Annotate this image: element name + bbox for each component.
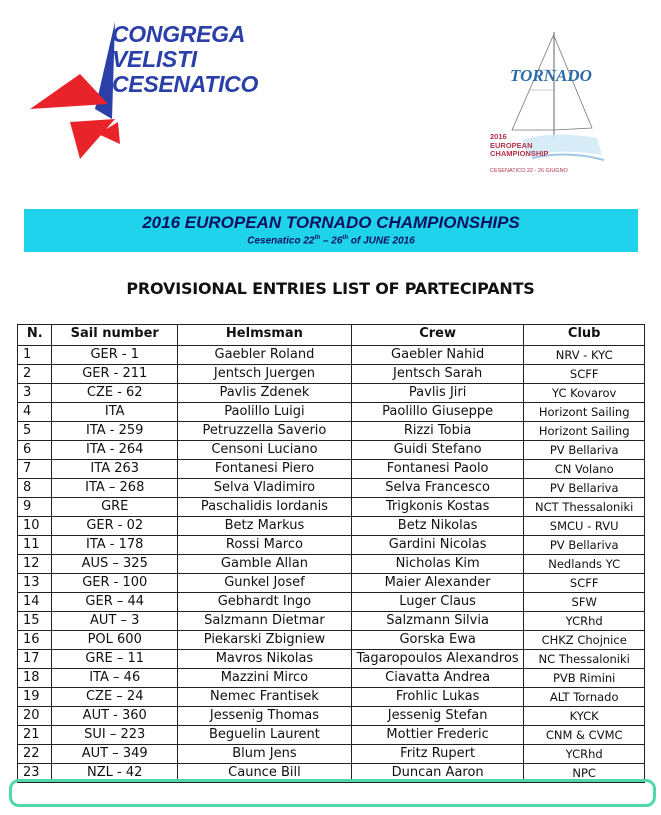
entry-number: 21 — [18, 726, 52, 745]
entry-number: 10 — [18, 517, 52, 536]
crew: Pavlis Jiri — [351, 384, 523, 403]
crew: Paolillo Giuseppe — [351, 403, 523, 422]
sail-number: GRE — [52, 498, 178, 517]
tornado-brand: TORNADO — [510, 66, 592, 85]
entries-table — [17, 324, 645, 783]
table-row — [18, 441, 645, 460]
crew: Frohlic Lukas — [351, 688, 523, 707]
table-row — [18, 365, 645, 384]
table-row — [18, 726, 645, 745]
entry-number: 6 — [18, 441, 52, 460]
helmsman: Gaebler Roland — [177, 346, 351, 365]
congrega-velisti-logo — [20, 14, 310, 174]
logo-line-3: CESENATICO — [112, 71, 259, 97]
crew: Rizzi Tobia — [351, 422, 523, 441]
table-row — [18, 574, 645, 593]
table-row — [18, 745, 645, 764]
club: NRV - KYC — [524, 346, 645, 365]
logo-place: CESENATICO 22 - 26 GIUGNO — [490, 168, 568, 174]
entry-number: 8 — [18, 479, 52, 498]
sail-number: ITA - 259 — [52, 422, 178, 441]
header-club: Club — [524, 325, 645, 346]
entry-number: 18 — [18, 669, 52, 688]
helmsman: Beguelin Laurent — [177, 726, 351, 745]
event-title: 2016 EUROPEAN TORNADO CHAMPIONSHIPS — [142, 213, 520, 232]
crew: Selva Francesco — [351, 479, 523, 498]
sail-number: ITA - 264 — [52, 441, 178, 460]
table-row — [18, 479, 645, 498]
sail-number: ITA — [52, 403, 178, 422]
club: CN Volano — [524, 460, 645, 479]
table-row — [18, 517, 645, 536]
entry-number: 22 — [18, 745, 52, 764]
helmsman: Mavros Nikolas — [177, 650, 351, 669]
entry-number: 5 — [18, 422, 52, 441]
sail-number: GER - 02 — [52, 517, 178, 536]
sail-number: GER - 211 — [52, 365, 178, 384]
table-row — [18, 460, 645, 479]
club: SCFF — [524, 574, 645, 593]
helmsman: Gamble Allan — [177, 555, 351, 574]
entry-number: 19 — [18, 688, 52, 707]
crew: Gardini Nicolas — [351, 536, 523, 555]
crew: Guidi Stefano — [351, 441, 523, 460]
table-row — [18, 346, 645, 365]
table-row — [18, 593, 645, 612]
helmsman: Mazzini Mirco — [177, 669, 351, 688]
club: Horizont Sailing — [524, 403, 645, 422]
table-row — [18, 631, 645, 650]
sail-number: GER - 1 — [52, 346, 178, 365]
club: YCRhd — [524, 612, 645, 631]
helmsman: Selva Vladimiro — [177, 479, 351, 498]
helmsman: Censoni Luciano — [177, 441, 351, 460]
helmsman: Paschalidis Iordanis — [177, 498, 351, 517]
helmsman: Caunce Bill — [177, 764, 351, 783]
table-row — [18, 650, 645, 669]
table-row — [18, 403, 645, 422]
helmsman: Gebhardt Ingo — [177, 593, 351, 612]
table-row — [18, 612, 645, 631]
entry-number: 15 — [18, 612, 52, 631]
header-helmsman: Helmsman — [177, 325, 351, 346]
event-dates: Cesenatico 22th – 26th of JUNE 2016 — [247, 235, 415, 247]
club: NCT Thessaloniki — [524, 498, 645, 517]
table-row — [18, 498, 645, 517]
crew: Duncan Aaron — [351, 764, 523, 783]
sail-number: GER - 100 — [52, 574, 178, 593]
club: Nedlands YC — [524, 555, 645, 574]
crew: Salzmann Silvia — [351, 612, 523, 631]
club: CNM & CVMC — [524, 726, 645, 745]
table-row — [18, 707, 645, 726]
club: SFW — [524, 593, 645, 612]
logo-line-1: CONGREGA — [112, 21, 246, 47]
club: PV Bellariva — [524, 536, 645, 555]
club: ALT Tornado — [524, 688, 645, 707]
logo-year: 2016 — [490, 132, 507, 141]
helmsman: Blum Jens — [177, 745, 351, 764]
crew: Luger Claus — [351, 593, 523, 612]
event-banner — [24, 209, 638, 252]
club: YC Kovarov — [524, 384, 645, 403]
entry-number: 12 — [18, 555, 52, 574]
entry-number: 9 — [18, 498, 52, 517]
helmsman: Betz Markus — [177, 517, 351, 536]
sail-number: GER – 44 — [52, 593, 178, 612]
sail-number: ITA 263 — [52, 460, 178, 479]
club: Horizont Sailing — [524, 422, 645, 441]
table-row — [18, 688, 645, 707]
header-sail-number: Sail number — [52, 325, 178, 346]
club: YCRhd — [524, 745, 645, 764]
entry-number: 2 — [18, 365, 52, 384]
sail-number: ITA – 46 — [52, 669, 178, 688]
crew: Gaebler Nahid — [351, 346, 523, 365]
crew: Fontanesi Paolo — [351, 460, 523, 479]
header-number: N. — [18, 325, 52, 346]
highlight-box — [9, 779, 656, 807]
table-header-row — [18, 325, 645, 346]
club: NPC — [524, 764, 645, 783]
logo-european: EUROPEAN — [490, 140, 533, 150]
table-row — [18, 669, 645, 688]
crew: Gorska Ewa — [351, 631, 523, 650]
crew: Jentsch Sarah — [351, 365, 523, 384]
entry-number: 16 — [18, 631, 52, 650]
crew: Tagaropoulos Alexandros — [351, 650, 523, 669]
helmsman: Jentsch Juergen — [177, 365, 351, 384]
club: KYCK — [524, 707, 645, 726]
entry-number: 13 — [18, 574, 52, 593]
header-crew: Crew — [351, 325, 523, 346]
helmsman: Nemec Frantisek — [177, 688, 351, 707]
entry-number: 7 — [18, 460, 52, 479]
sail-number: NZL - 42 — [52, 764, 178, 783]
crew: Ciavatta Andrea — [351, 669, 523, 688]
helmsman: Petruzzella Saverio — [177, 422, 351, 441]
sail-number: CZE - 62 — [52, 384, 178, 403]
entry-number: 1 — [18, 346, 52, 365]
sail-number: AUT – 349 — [52, 745, 178, 764]
entry-number: 23 — [18, 764, 52, 783]
logo-championship: CHAMPIONSHIP — [490, 149, 549, 158]
crew: Fritz Rupert — [351, 745, 523, 764]
club: CHKZ Chojnice — [524, 631, 645, 650]
table-row — [18, 422, 645, 441]
entry-number: 14 — [18, 593, 52, 612]
club: SMCU - RVU — [524, 517, 645, 536]
tornado-championship-logo — [492, 30, 617, 180]
crew: Jessenig Stefan — [351, 707, 523, 726]
helmsman: Jessenig Thomas — [177, 707, 351, 726]
table-row — [18, 536, 645, 555]
sail-number: AUT – 3 — [52, 612, 178, 631]
crew: Betz Nikolas — [351, 517, 523, 536]
club: NC Thessaloniki — [524, 650, 645, 669]
entry-number: 3 — [18, 384, 52, 403]
entry-number: 11 — [18, 536, 52, 555]
crew: Mottier Frederic — [351, 726, 523, 745]
entry-number: 4 — [18, 403, 52, 422]
sail-number: ITA – 268 — [52, 479, 178, 498]
helmsman: Pavlis Zdenek — [177, 384, 351, 403]
helmsman: Piekarski Zbigniew — [177, 631, 351, 650]
club: SCFF — [524, 365, 645, 384]
sail-number: SUI – 223 — [52, 726, 178, 745]
table-row — [18, 555, 645, 574]
helmsman: Gunkel Josef — [177, 574, 351, 593]
table-row — [18, 384, 645, 403]
helmsman: Paolillo Luigi — [177, 403, 351, 422]
entry-number: 20 — [18, 707, 52, 726]
sail-number: AUT - 360 — [52, 707, 178, 726]
helmsman: Fontanesi Piero — [177, 460, 351, 479]
crew: Nicholas Kim — [351, 555, 523, 574]
sail-number: CZE – 24 — [52, 688, 178, 707]
club: PV Bellariva — [524, 479, 645, 498]
crew: Maier Alexander — [351, 574, 523, 593]
sail-number: AUS – 325 — [52, 555, 178, 574]
list-title: PROVISIONAL ENTRIES LIST OF PARTECIPANTS — [126, 279, 535, 298]
club: PV Bellariva — [524, 441, 645, 460]
sail-number: ITA - 178 — [52, 536, 178, 555]
helmsman: Salzmann Dietmar — [177, 612, 351, 631]
entry-number: 17 — [18, 650, 52, 669]
club: PVB Rimini — [524, 669, 645, 688]
logo-line-2: VELISTI — [112, 46, 197, 72]
crew: Trigkonis Kostas — [351, 498, 523, 517]
sail-number: GRE – 11 — [52, 650, 178, 669]
helmsman: Rossi Marco — [177, 536, 351, 555]
sail-number: POL 600 — [52, 631, 178, 650]
